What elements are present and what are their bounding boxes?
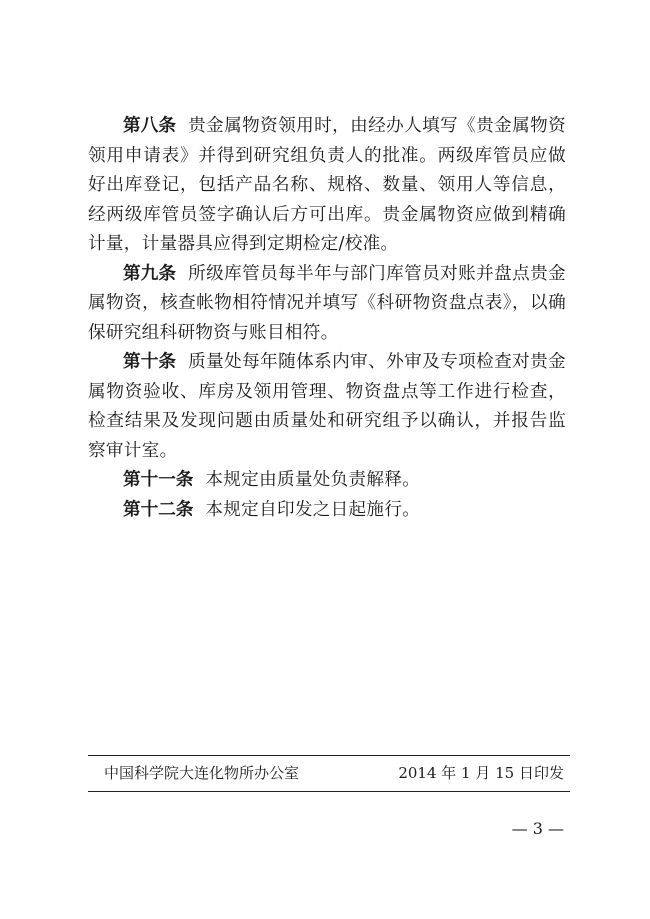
footer-top-rule xyxy=(88,755,570,756)
article-10 xyxy=(88,348,566,466)
article-title: 第九条 xyxy=(123,263,177,284)
article-title: 第八条 xyxy=(123,116,177,136)
article-text: 本规定自印发之日起施行。 xyxy=(205,499,421,520)
page-number: — 3 — xyxy=(511,819,564,838)
article-8 xyxy=(88,112,566,260)
article-11 xyxy=(88,466,566,496)
article-title: 第十条 xyxy=(123,352,177,372)
article-text: 贵金属物资领用时，由经办人填写《贵金属物资领用申请表》并得到研究组负责人的批准。两级库管员应做好出库登记，包括产品名称、规格、数量、领用人等信息，经两级库管员签字确认后方可出库。贵金属物资应做到精确计量，计量器具应得到定期检定/校准。 xyxy=(88,116,566,254)
article-text: 所级库管员每半年与部门库管员对账并盘点贵金属物资，核查帐物相符情况并填写《科研物资盘点表》，以确保研究组科研物资与账目相符。 xyxy=(88,263,566,343)
footer-date: 2014 年 1 月 15 日印发 xyxy=(398,764,564,782)
footer-bottom-rule xyxy=(88,791,570,792)
article-title: 第十一条 xyxy=(123,470,194,490)
article-text: 质量处每年随体系内审、外审及专项检查对贵金属物资验收、库房及领用管理、物资盘点等工作进行检查，检查结果及发现问题由质量处和研究组予以确认，并报告监察审计室。 xyxy=(88,352,566,461)
article-text: 本规定由质量处负责解释。 xyxy=(205,470,421,490)
article-12 xyxy=(88,496,566,526)
document-body xyxy=(88,112,566,525)
footer-issuer: 中国科学院大连化物所办公室 xyxy=(104,764,300,782)
article-9 xyxy=(88,260,566,349)
article-title: 第十二条 xyxy=(123,499,194,520)
